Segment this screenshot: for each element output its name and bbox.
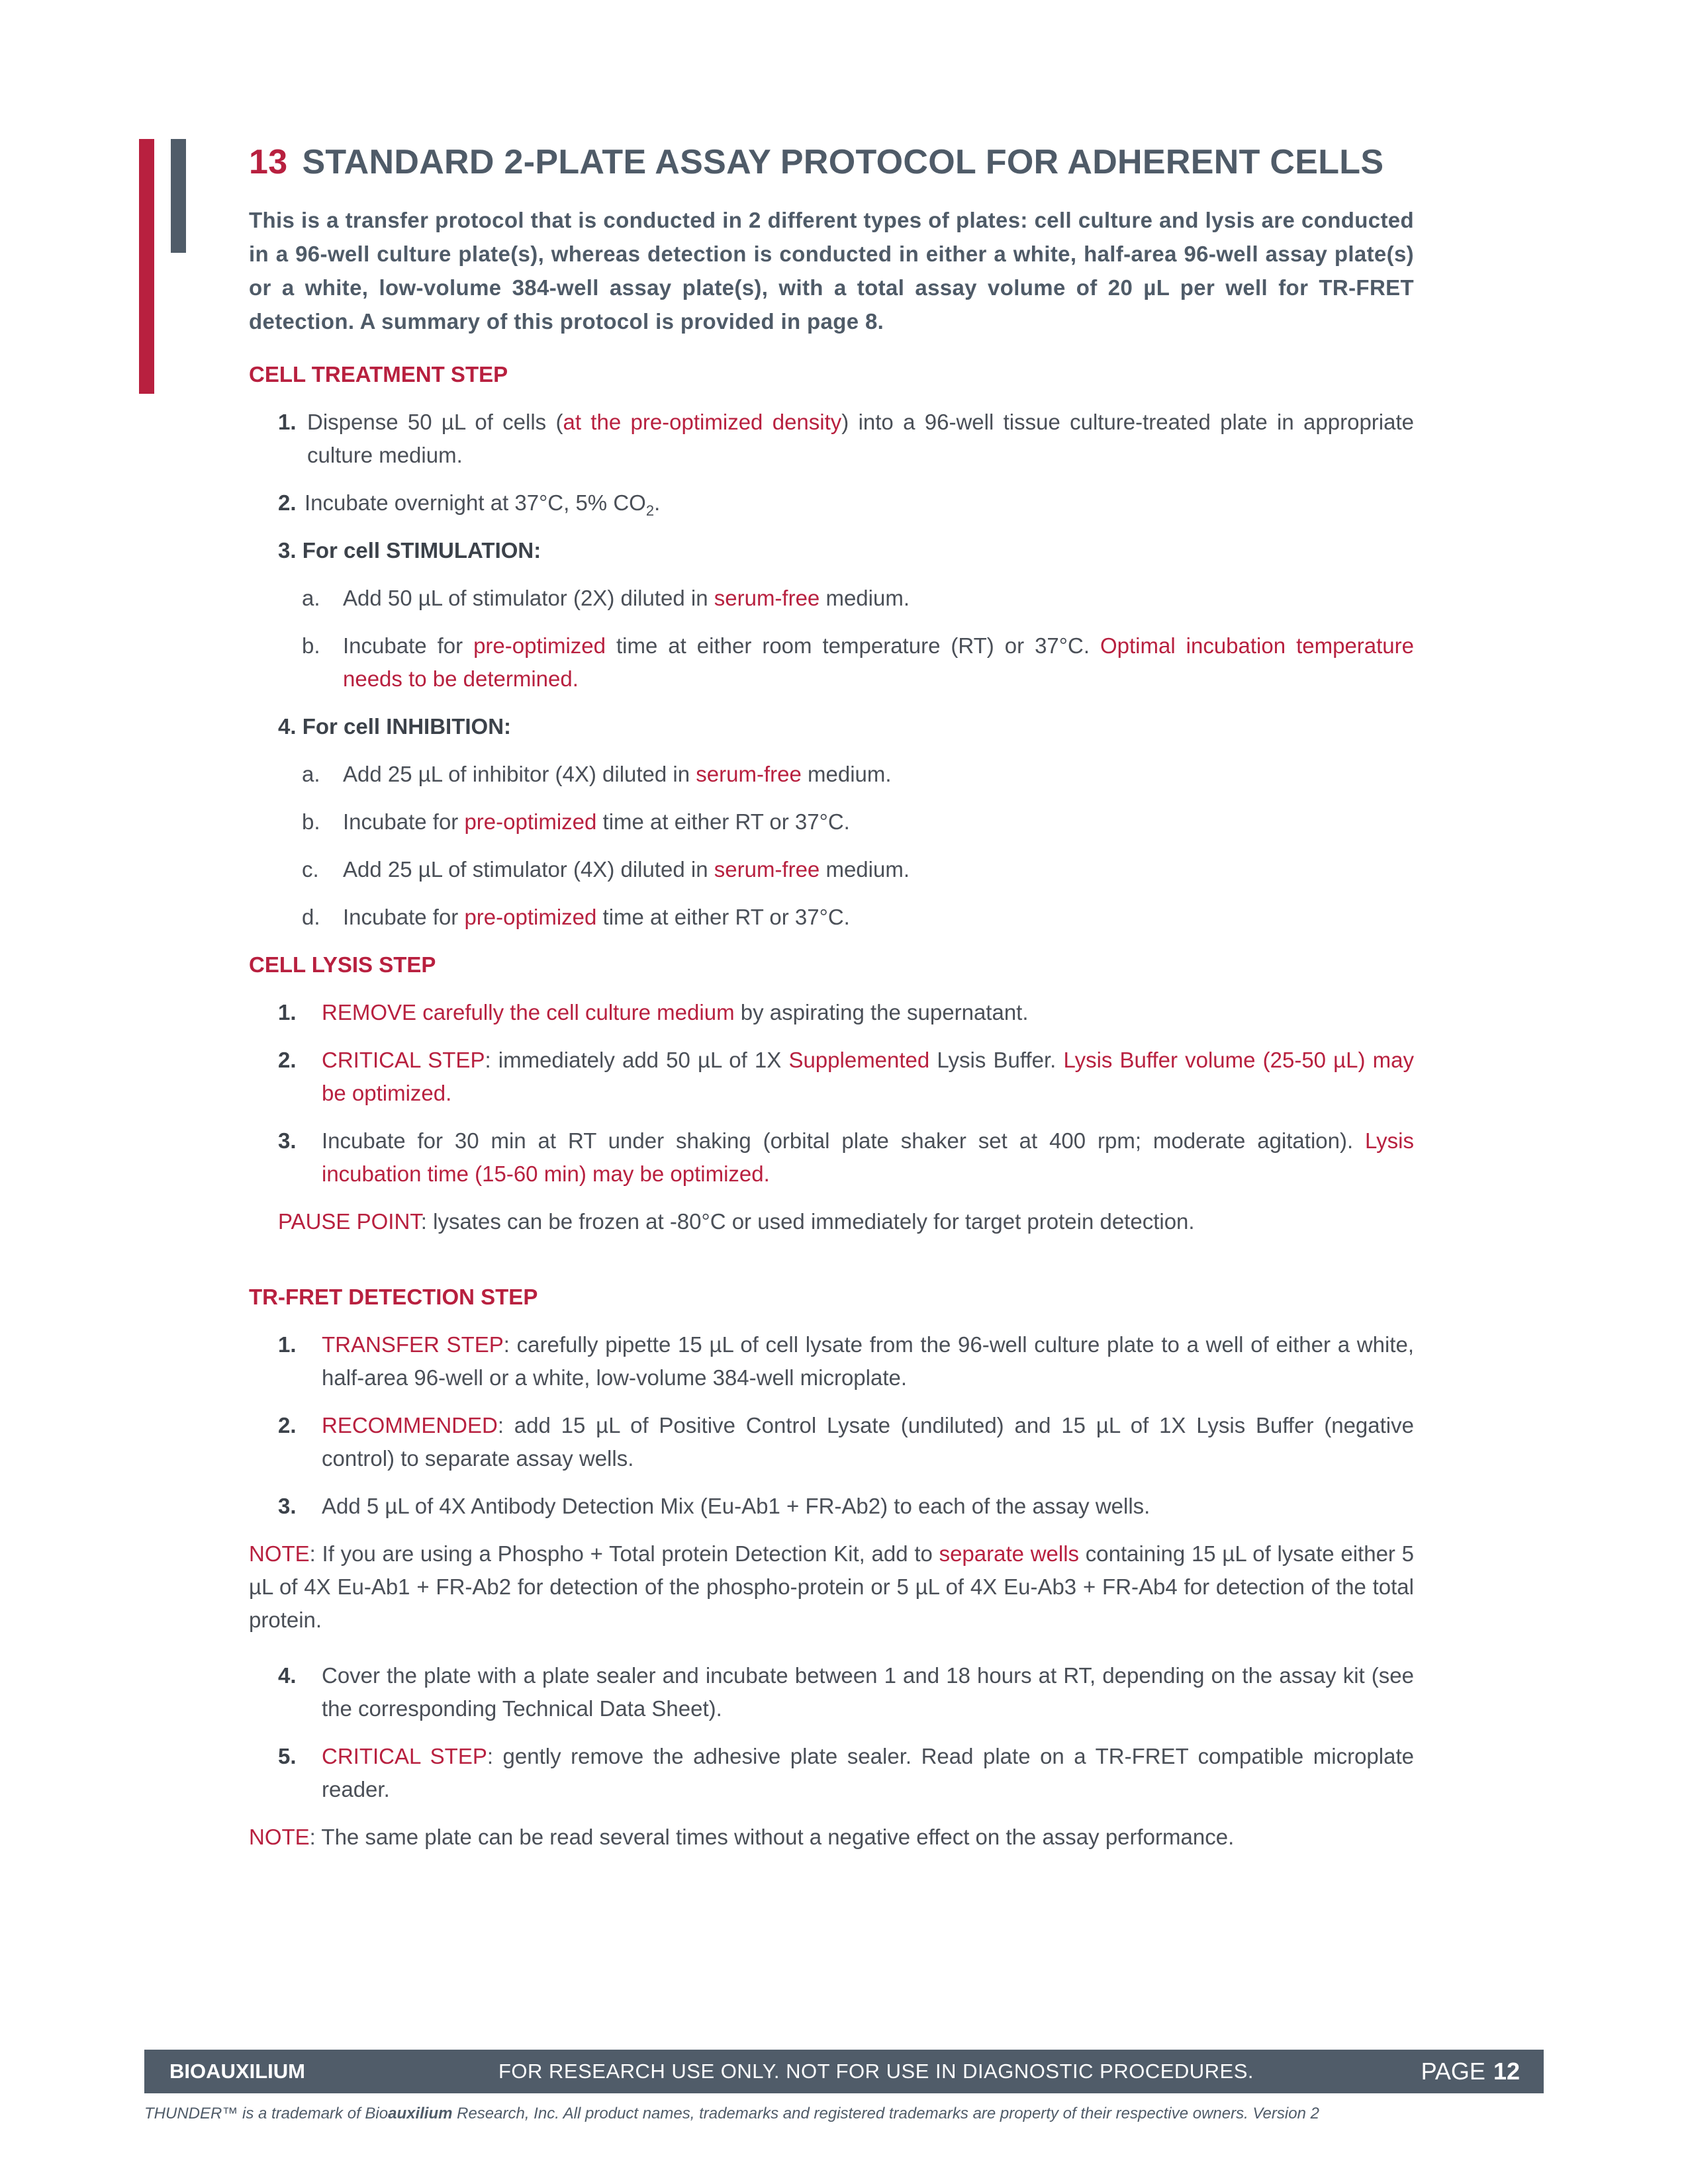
page-label: PAGE <box>1421 2058 1485 2085</box>
page-number: 12 <box>1493 2058 1520 2085</box>
substep-letter: c. <box>302 857 319 882</box>
inhibition-substep-c <box>249 853 1414 886</box>
highlight-text: pre-optimized <box>464 905 597 929</box>
trademark-text: Research, Inc. All product names, trademarks and registered trademarks are property of their respective owners. Version 2 <box>452 2105 1319 2122</box>
page-indicator <box>1421 2050 1520 2093</box>
detection-step-4 <box>249 1659 1414 1725</box>
cell-lysis-heading: CELL LYSIS STEP <box>249 952 436 977</box>
trademark-text: THUNDER™ is a trademark of Bio <box>144 2105 389 2122</box>
detection-step-2 <box>249 1409 1414 1475</box>
page-content <box>249 136 1414 1854</box>
stimulation-label <box>249 534 1414 567</box>
substep-letter: a. <box>302 586 320 610</box>
section-number: 13 <box>249 143 288 181</box>
step-text: : immediately add 50 µL of 1X <box>485 1048 789 1072</box>
footer-bar <box>144 2050 1544 2093</box>
accent-bar-gray <box>171 139 186 253</box>
cell-treatment-heading: CELL TREATMENT STEP <box>249 362 508 387</box>
trademark-notice <box>144 2102 1544 2126</box>
highlight-text: serum-free <box>714 586 820 610</box>
step-text: medium. <box>801 762 892 786</box>
stimulation-substep-a <box>249 582 1414 615</box>
step-number: 2. <box>278 1048 297 1072</box>
step-number: 1. <box>278 410 297 434</box>
step-number: 2. <box>278 490 297 515</box>
inhibition-label <box>249 710 1414 743</box>
section-title-text: STANDARD 2-PLATE ASSAY PROTOCOL FOR ADHERENT CELLS <box>302 143 1384 181</box>
step-text: : gently remove the adhesive plate sealer. Read plate on a TR-FRET compatible microplate reader. <box>322 1744 1414 1801</box>
step-text: time at either RT or 37°C. <box>596 905 850 929</box>
step-text: Incubate for <box>343 633 474 658</box>
step-text: Dispense 50 µL of cells ( <box>307 410 563 434</box>
step-text: time at either room temperature (RT) or 37°C. <box>606 633 1100 658</box>
detection-note-2 <box>249 1821 1414 1854</box>
step-number: 2. <box>278 1413 297 1437</box>
highlight-text: Lysis incubation time (15-60 min) may be optimized. <box>322 1128 1414 1186</box>
step-text: medium. <box>820 586 910 610</box>
inhibition-substep-a <box>249 758 1414 791</box>
step-number: 1. <box>278 1332 297 1357</box>
step-text: Incubate for 30 min at RT under shaking (orbital plate shaker set at 400 rpm; moderate agitation). <box>322 1128 1366 1153</box>
highlight-text: serum-free <box>714 857 820 882</box>
lysis-step-3 <box>249 1124 1414 1191</box>
step-number: 3. <box>278 1128 297 1153</box>
highlight-text: RECOMMENDED <box>322 1413 498 1437</box>
highlight-text: CRITICAL STEP <box>322 1048 485 1072</box>
detection-heading: TR-FRET DETECTION STEP <box>249 1285 538 1309</box>
step-label: 4. For cell INHIBITION: <box>278 714 512 739</box>
step-text: time at either RT or 37°C. <box>596 809 850 834</box>
step-text: Cover the plate with a plate sealer and incubate between 1 and 18 hours at RT, depending on the assay kit (see the corresponding Technical Data Sheet). <box>322 1663 1414 1721</box>
step-number: 1. <box>278 1000 297 1024</box>
highlight-text: pre-optimized <box>464 809 597 834</box>
detection-step-5 <box>249 1740 1414 1806</box>
step-text: by aspirating the supernatant. <box>734 1000 1029 1024</box>
step-text: Incubate for <box>343 809 465 834</box>
highlight-text: Lysis Buffer volume (25-50 µL) may be optimized. <box>322 1048 1414 1105</box>
highlight-text: at the pre-optimized density <box>563 410 842 434</box>
highlight-text: TRANSFER STEP <box>322 1332 504 1357</box>
step-label: 3. For cell STIMULATION: <box>278 538 541 563</box>
section-title <box>249 136 1414 189</box>
step-number: 3. <box>278 1494 297 1518</box>
stimulation-substep-b <box>249 629 1414 696</box>
step-text: Add 5 µL of 4X Antibody Detection Mix (Eu-Ab1 + FR-Ab2) to each of the assay wells. <box>322 1494 1150 1518</box>
highlight-text: pre-optimized <box>473 633 606 658</box>
inhibition-substep-b <box>249 805 1414 839</box>
brand-suffix: AUXILIUM <box>206 2060 305 2083</box>
inhibition-substep-d <box>249 901 1414 934</box>
highlight-text: REMOVE carefully the cell culture medium <box>322 1000 735 1024</box>
detection-step-3 <box>249 1490 1414 1523</box>
highlight-text: NOTE <box>249 1825 310 1849</box>
highlight-text: Optimal incubation temperature needs to be determined. <box>343 633 1414 691</box>
step-text: ) into a 96-well tissue culture-treated plate in appropriate culture medium. <box>307 410 1414 467</box>
step-number: 4. <box>278 1663 297 1688</box>
detection-note-1 <box>249 1537 1414 1637</box>
research-notice: FOR RESEARCH USE ONLY. NOT FOR USE IN DIAGNOSTIC PROCEDURES. <box>498 2060 1254 2083</box>
highlight-text: PAUSE POINT <box>278 1209 421 1234</box>
step-text: Incubate for <box>343 905 465 929</box>
step-text: Add 25 µL of stimulator (4X) diluted in <box>343 857 714 882</box>
substep-letter: b. <box>302 809 320 834</box>
step-text: Incubate overnight at 37°C, 5% CO <box>305 490 646 515</box>
subscript: 2 <box>645 502 655 519</box>
detection-step-1 <box>249 1328 1414 1394</box>
lysis-step-2 <box>249 1044 1414 1110</box>
accent-bar-red <box>139 139 154 394</box>
intro-paragraph: This is a transfer protocol that is conducted in 2 different types of plates: cell culture and lysis are conducted in a 96-well culture plate(s), whereas detection is conducted in either a white, half-area 96-well assay plate(s) or a white, low-volume 384-well assay plate(s), with a total assay volume of 20 µL per well for TR-FRET detection. A summary of this protocol is provided in page 8. <box>249 208 1414 334</box>
step-text: : add 15 µL of Positive Control Lysate (undiluted) and 15 µL of 1X Lysis Buffer (negative control) to separate assay wells. <box>322 1413 1414 1471</box>
lysis-step-1 <box>249 996 1414 1029</box>
step-text: : lysates can be frozen at -80°C or used immediately for target protein detection. <box>420 1209 1195 1234</box>
step-text: . <box>654 490 661 515</box>
brand-prefix: BIO <box>169 2060 207 2083</box>
step-text: Lysis Buffer. <box>929 1048 1064 1072</box>
trademark-brand: auxilium <box>388 2105 453 2122</box>
brand-logo <box>169 2050 305 2093</box>
substep-letter: d. <box>302 905 320 929</box>
step-text: : If you are using a Phospho + Total protein Detection Kit, add to <box>309 1541 939 1566</box>
step-text: containing 15 µL of lysate either 5 µL of 4X Eu-Ab1 + FR-Ab2 for detection of the phospho-protein or 5 µL of 4X Eu-Ab3 + FR-Ab4 for detection of the total protein. <box>249 1541 1414 1632</box>
substep-letter: a. <box>302 762 320 786</box>
highlight-text: CRITICAL STEP <box>322 1744 487 1768</box>
highlight-text: Supplemented <box>788 1048 930 1072</box>
treatment-step-1 <box>249 406 1414 472</box>
step-text: : carefully pipette 15 µL of cell lysate from the 96-well culture plate to a well of either a white, half-area 96-well or a white, low-volume 384-well microplate. <box>322 1332 1414 1390</box>
step-text: Add 50 µL of stimulator (2X) diluted in <box>343 586 714 610</box>
highlight-text: serum-free <box>696 762 802 786</box>
step-text: : The same plate can be read several times without a negative effect on the assay performance. <box>309 1825 1235 1849</box>
highlight-text: separate wells <box>939 1541 1080 1566</box>
substep-letter: b. <box>302 633 320 658</box>
highlight-text: NOTE <box>249 1541 310 1566</box>
step-number: 5. <box>278 1744 297 1768</box>
step-text: Add 25 µL of inhibitor (4X) diluted in <box>343 762 696 786</box>
step-text: medium. <box>820 857 910 882</box>
treatment-step-2 <box>249 486 1414 520</box>
pause-point <box>249 1205 1414 1238</box>
